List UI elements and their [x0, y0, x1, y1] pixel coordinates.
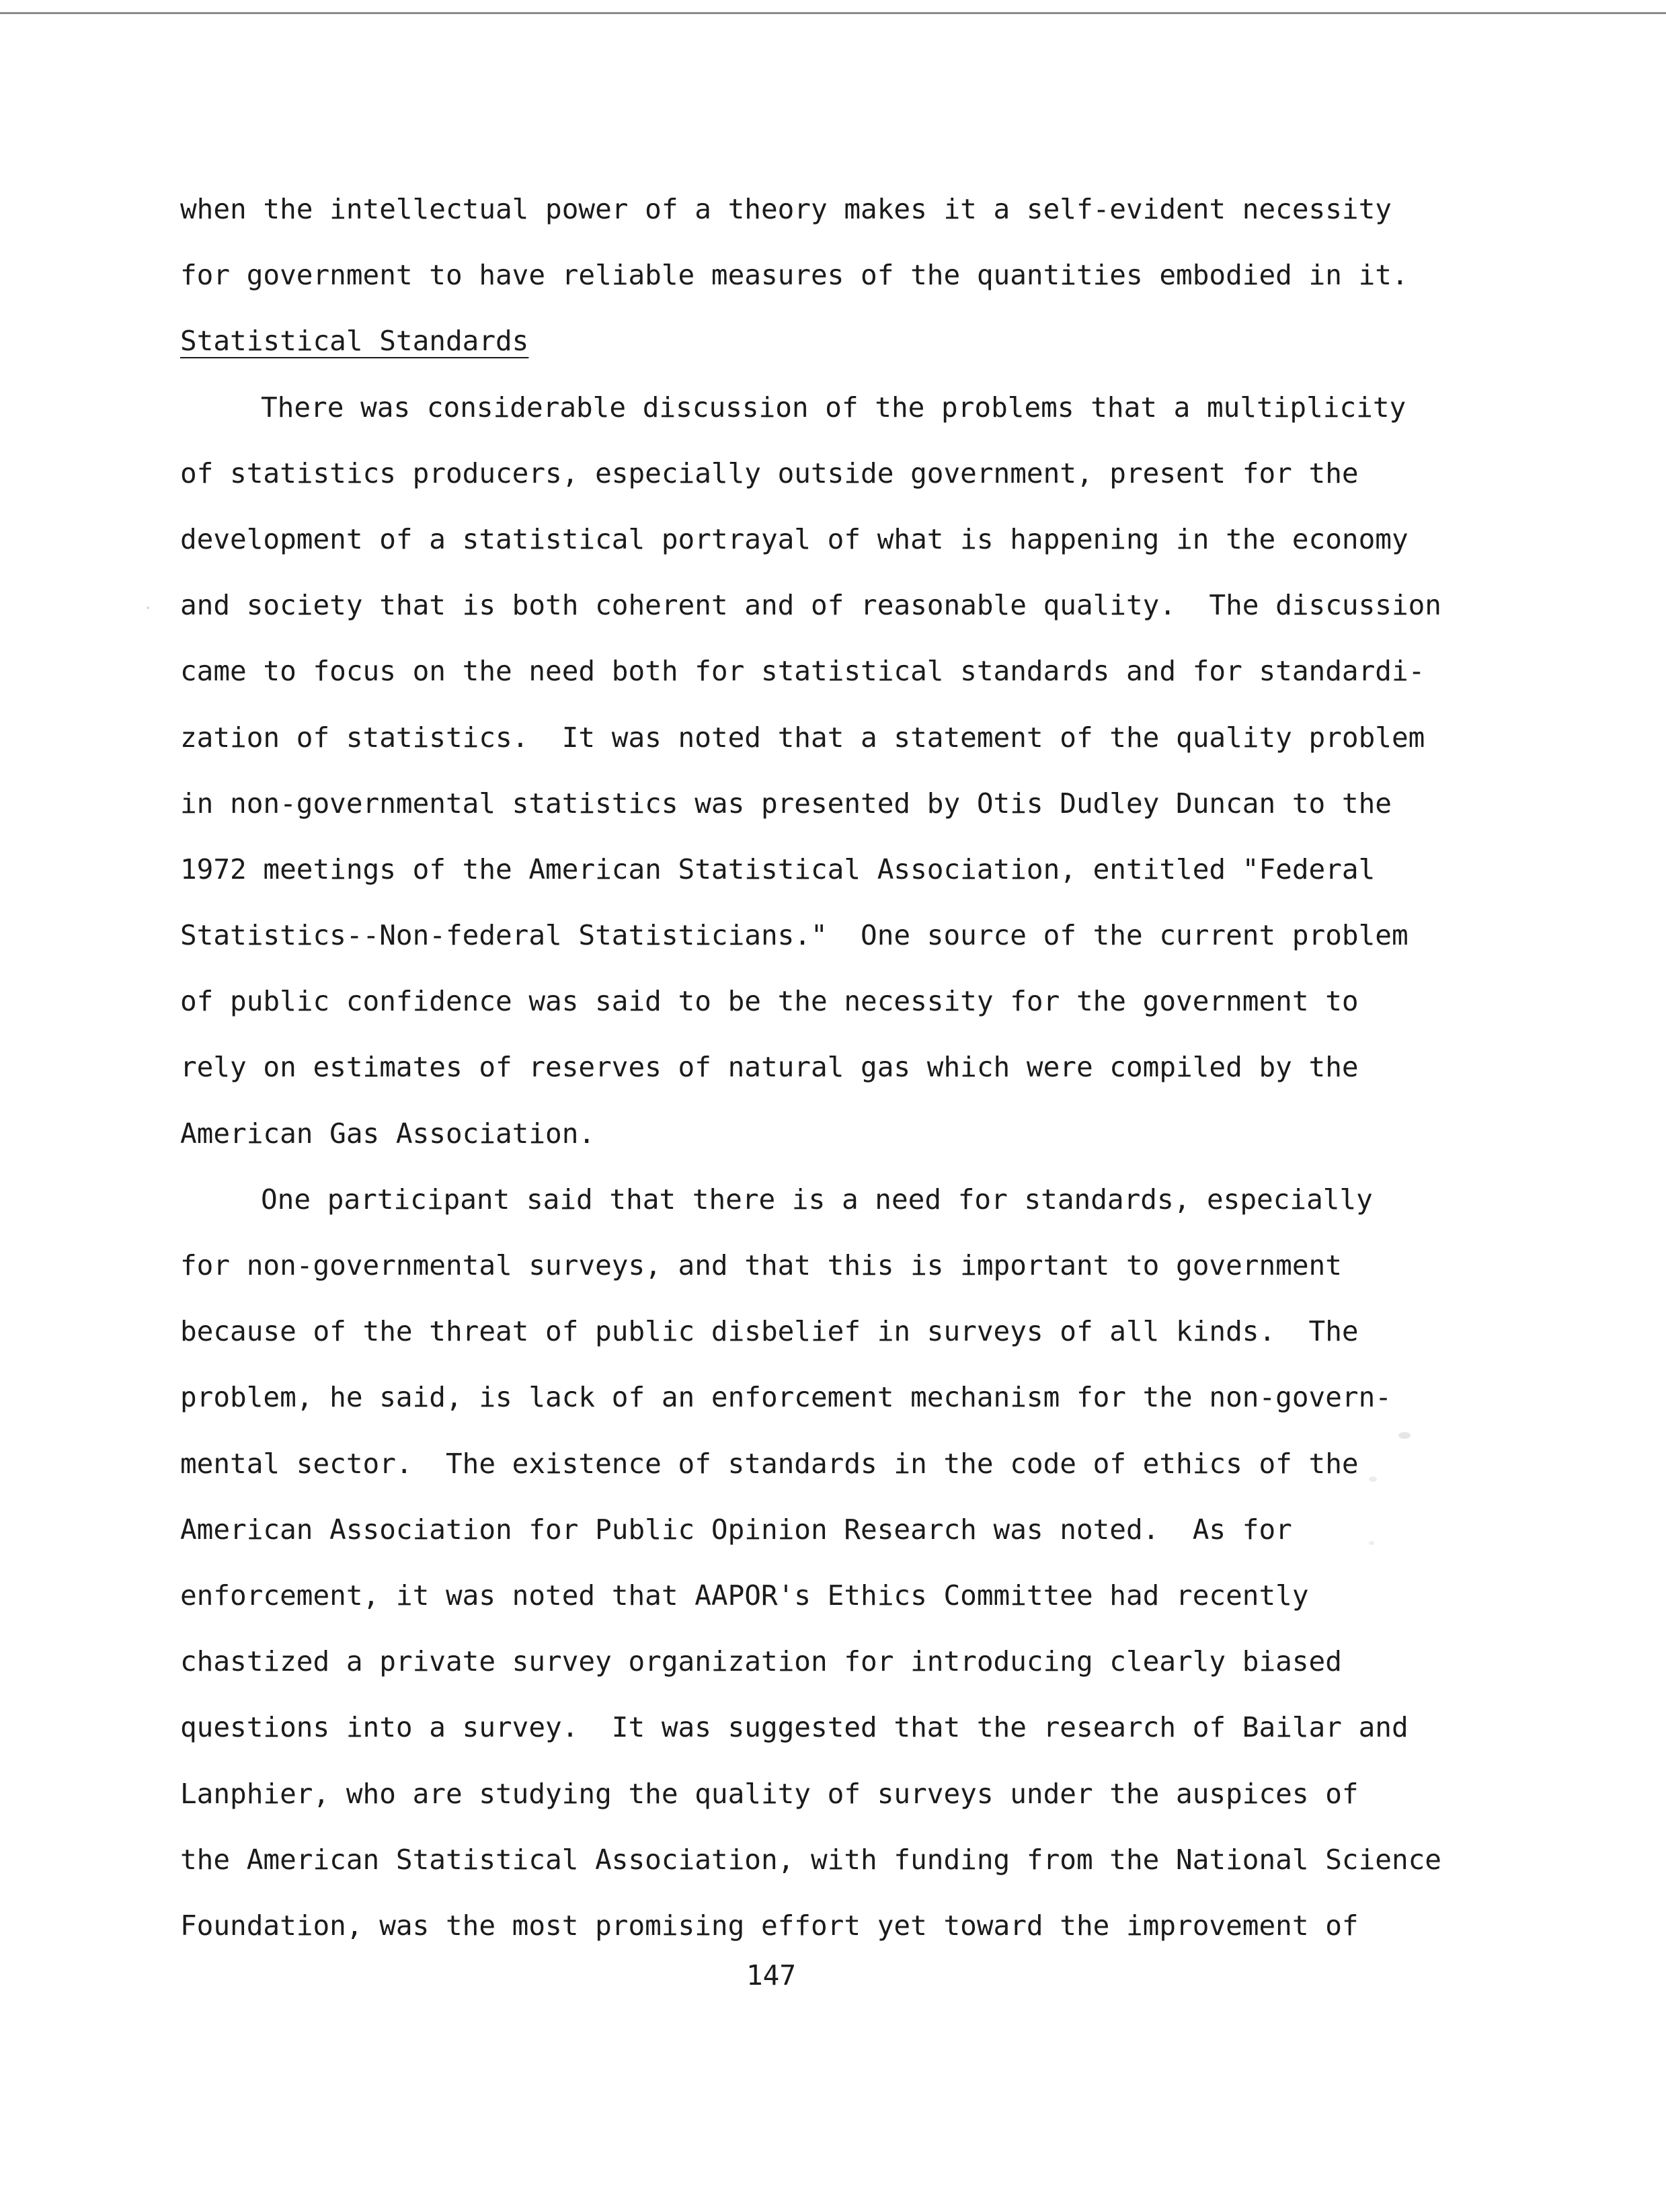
text-line: rely on estimates of reserves of natural gas which were compiled by the — [180, 1051, 1359, 1084]
text-line: of statistics producers, especially outside government, present for the — [180, 457, 1359, 489]
page-number: 147 — [746, 1959, 797, 1991]
text-line: and society that is both coherent and of reasonable quality. The discussion — [180, 589, 1441, 622]
text-line: in non-governmental statistics was presented by Otis Dudley Duncan to the — [180, 787, 1392, 820]
scan-speck — [147, 606, 149, 609]
text-line: because of the threat of public disbelief in surveys of all kinds. The — [180, 1315, 1359, 1348]
text-line: for government to have reliable measures of the quantities embodied in it. — [180, 259, 1409, 292]
text-line: Statistics--Non-federal Statisticians." One source of the current problem — [180, 919, 1409, 952]
text-line: mental sector. The existence of standards in the code of ethics of the — [180, 1447, 1359, 1480]
text-line: when the intellectual power of a theory makes it a self-evident necessity — [180, 193, 1392, 225]
text-line: of public confidence was said to be the necessity for the government to — [180, 985, 1359, 1018]
text-line: Lanphier, who are studying the quality of surveys under the auspices of — [180, 1777, 1359, 1810]
section-heading: Statistical Standards — [180, 325, 529, 358]
paragraph-first-line: There was considerable discussion of the problems that a multiplicity — [261, 391, 1406, 424]
text-line: American Gas Association. — [180, 1117, 596, 1150]
text-line: zation of statistics. It was noted that a statement of the quality problem — [180, 721, 1425, 754]
text-line: chastized a private survey organization for introducing clearly biased — [180, 1645, 1342, 1678]
text-line: Foundation, was the most promising effort yet toward the improvement of — [180, 1909, 1359, 1942]
text-line: problem, he said, is lack of an enforcement mechanism for the non-govern- — [180, 1381, 1392, 1414]
text-line: American Association for Public Opinion Research was noted. As for — [180, 1513, 1292, 1546]
section-heading-line — [180, 308, 1458, 374]
page-top-rule — [0, 12, 1666, 14]
text-line: for non-governmental surveys, and that this is important to government — [180, 1249, 1342, 1281]
scan-speck — [1398, 1432, 1411, 1439]
text-line: 1972 meetings of the American Statistical Association, entitled "Federal — [180, 853, 1376, 885]
scan-speck — [1369, 1541, 1374, 1545]
text-line: questions into a survey. It was suggested that the research of Bailar and — [180, 1711, 1409, 1744]
text-line: development of a statistical portrayal of what is happening in the economy — [180, 522, 1409, 555]
text-line: enforcement, it was noted that AAPOR's Ethics Committee had recently — [180, 1579, 1309, 1612]
paragraph-first-line: One participant said that there is a need for standards, especially — [261, 1183, 1373, 1216]
scan-speck — [1369, 1476, 1377, 1482]
text-line: came to focus on the need both for statistical standards and for standardi- — [180, 655, 1425, 688]
document-body — [180, 176, 1458, 1959]
text-line: the American Statistical Association, with funding from the National Science — [180, 1843, 1441, 1876]
